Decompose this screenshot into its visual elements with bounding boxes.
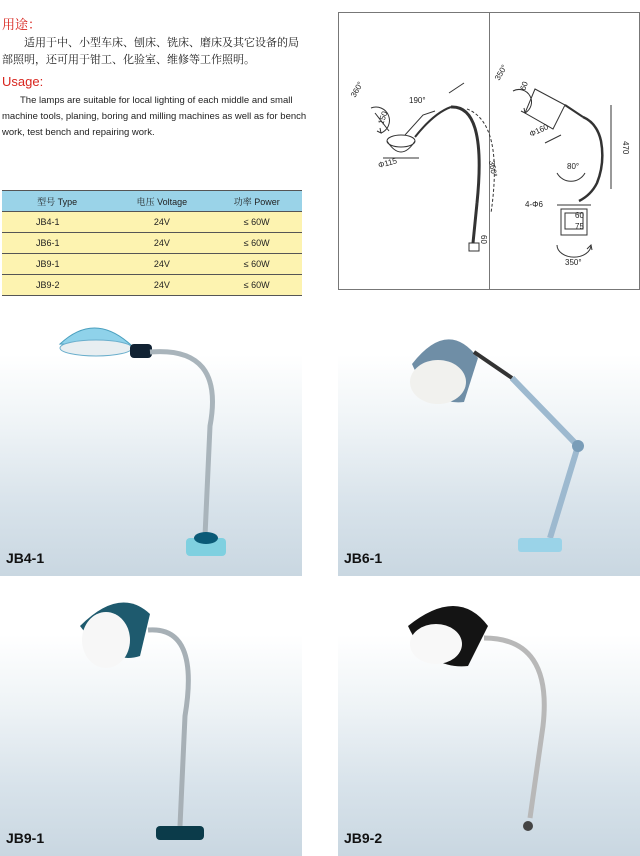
cell-model: JB4-1 bbox=[2, 212, 112, 233]
product-panel-jb9-2 bbox=[338, 586, 640, 856]
lamp-jb9-2-image bbox=[338, 586, 640, 856]
product-panel-jb4-1 bbox=[0, 306, 302, 576]
dimension-drawing bbox=[339, 13, 639, 289]
table-row bbox=[2, 212, 302, 233]
label-left-190: 190° bbox=[409, 96, 426, 105]
lamp-jb6-1-image bbox=[338, 306, 640, 576]
spec-table bbox=[2, 190, 302, 296]
cell-power: ≤ 60W bbox=[211, 254, 302, 275]
cell-voltage: 24V bbox=[112, 212, 211, 233]
cell-power: ≤ 60W bbox=[211, 275, 302, 296]
usage-en-title: Usage: bbox=[2, 74, 44, 89]
label-right-dia: Φ160 bbox=[528, 122, 550, 139]
label-left-150: 150 bbox=[376, 110, 390, 126]
label-right-holes: 4-Φ6 bbox=[525, 200, 543, 209]
label-right-rot: 350° bbox=[492, 63, 510, 82]
cell-voltage: 24V bbox=[112, 233, 211, 254]
table-row bbox=[2, 275, 302, 296]
product-label: JB6-1 bbox=[344, 550, 383, 566]
label-right-b75: 75 bbox=[575, 222, 584, 231]
cell-voltage: 24V bbox=[112, 254, 211, 275]
product-panel-jb9-1 bbox=[0, 586, 302, 856]
col-header-voltage: 电压 Voltage bbox=[112, 191, 211, 212]
usage-cn-title: 用途： bbox=[2, 18, 42, 33]
right-lamp-drawing bbox=[513, 89, 611, 257]
cell-power: ≤ 60W bbox=[211, 233, 302, 254]
cell-voltage: 24V bbox=[112, 275, 211, 296]
label-left-360: 360° bbox=[487, 159, 499, 178]
cell-model: JB9-1 bbox=[2, 254, 112, 275]
usage-en-text: The lamps are suitable for local lighting of each middle and small machine tools, planing, boring and milling machines as well as for bench work, test bench and repairing work. bbox=[2, 95, 307, 138]
label-left-dia: Φ115 bbox=[377, 156, 399, 170]
lamp-jb9-1-image bbox=[0, 586, 302, 856]
col-header-power: 功率 Power bbox=[211, 191, 302, 212]
product-panel-jb6-1 bbox=[338, 306, 640, 576]
label-right-350: 350° bbox=[565, 258, 582, 267]
product-label: JB4-1 bbox=[6, 550, 45, 566]
cell-model: JB6-1 bbox=[2, 233, 112, 254]
label-right-80: 80° bbox=[567, 162, 580, 171]
table-row bbox=[2, 254, 302, 275]
usage-cn-text: 适用于中、小型车床、刨床、铣床、磨床及其它设备的局部照明，还可用于钳工、化验室、维修等工作照明。 bbox=[2, 36, 299, 66]
dimension-diagram bbox=[338, 12, 640, 290]
label-right-60: 60 bbox=[518, 80, 530, 92]
label-right-470: 470 bbox=[621, 141, 630, 155]
spec-table-header-row bbox=[2, 191, 302, 212]
label-left-60: 60 bbox=[479, 235, 488, 244]
table-row bbox=[2, 233, 302, 254]
label-left-rot: 360° bbox=[348, 80, 366, 99]
col-header-type: 型号 Type bbox=[2, 191, 112, 212]
label-right-b60: 60 bbox=[575, 211, 584, 220]
product-label: JB9-1 bbox=[6, 830, 45, 846]
lamp-jb4-1-image bbox=[0, 306, 302, 576]
cell-model: JB9-2 bbox=[2, 275, 112, 296]
product-label: JB9-2 bbox=[344, 830, 383, 846]
cell-power: ≤ 60W bbox=[211, 212, 302, 233]
